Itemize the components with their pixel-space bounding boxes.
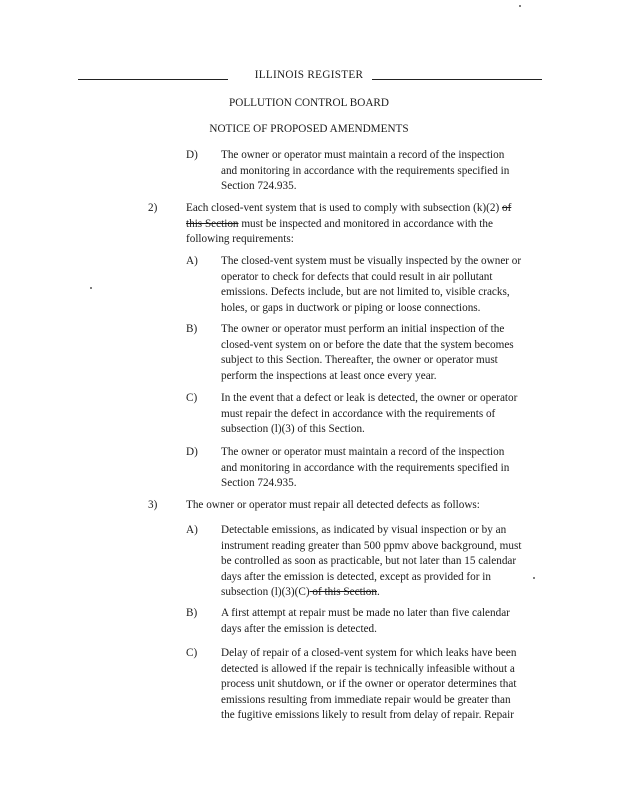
text-line: holes, or gaps in ductwork or piping or loose connections. xyxy=(221,301,481,314)
text-line: days after the emission is detected. xyxy=(221,622,377,635)
text-line: process unit shutdown, or if the owner or operator determines that xyxy=(221,678,517,691)
paragraph-3a xyxy=(221,523,521,601)
item-label: A) xyxy=(186,255,198,267)
text-line: The owner or operator must repair all detected defects as follows: xyxy=(186,499,480,511)
text-line xyxy=(186,217,511,233)
text-line: must repair the defect in accordance with the requirements of xyxy=(221,407,496,420)
header-rule-left xyxy=(78,79,228,80)
text-line: In the event that a defect or leak is detected, the owner or operator xyxy=(221,392,518,404)
text-line: and monitoring in accordance with the requirements specified in xyxy=(221,164,510,177)
text-line: Section 724.935. xyxy=(221,477,297,490)
text-line: A first attempt at repair must be made no later than five calendar xyxy=(221,607,510,619)
item-label: D) xyxy=(186,149,198,161)
text-line: emissions resulting from immediate repair would be greater than xyxy=(221,693,511,706)
text-line: closed-vent system on or before the date that the system becomes xyxy=(221,338,514,351)
paragraph-3c xyxy=(221,646,516,724)
scan-speck xyxy=(90,287,92,289)
text-line: The closed-vent system must be visually inspected by the owner or xyxy=(221,255,522,267)
paragraph-3 xyxy=(186,498,480,514)
board-title: POLLUTION CONTROL BOARD xyxy=(229,97,389,109)
paragraph-2d xyxy=(221,445,509,492)
text-line: detected is allowed if the repair is technically infeasible without a xyxy=(221,662,515,675)
item-label: B) xyxy=(186,323,198,335)
text-line: emissions. Defects include, but are not limited to, visible cracks, xyxy=(221,286,510,299)
text-line: perform the inspections at least once every year. xyxy=(221,369,437,382)
paragraph-2b xyxy=(221,322,514,384)
paragraph-3b xyxy=(221,606,510,637)
struck-text: this Section xyxy=(186,217,239,230)
register-title: ILLINOIS REGISTER xyxy=(254,69,364,81)
paragraph-2 xyxy=(186,201,511,248)
scan-speck xyxy=(533,577,535,579)
text-line: days after the emission is detected, except as provided for in xyxy=(221,570,491,583)
text-span: must be inspected and monitored in accordance with the xyxy=(238,217,493,230)
paragraph-d-top xyxy=(221,148,509,195)
scan-speck xyxy=(519,5,521,7)
item-label: A) xyxy=(186,524,198,536)
text-line: subject to this Section. Thereafter, the owner or operator must xyxy=(221,354,498,367)
item-label: D) xyxy=(186,446,198,458)
item-label: 3) xyxy=(148,499,158,511)
text-line: Detectable emissions, as indicated by visual inspection or by an xyxy=(221,524,507,536)
text-line: and monitoring in accordance with the requirements specified in xyxy=(221,461,510,474)
struck-text: of xyxy=(501,202,512,214)
text-line: The owner or operator must maintain a record of the inspection xyxy=(221,149,505,161)
struck-text: of this Section xyxy=(309,586,377,599)
item-label: B) xyxy=(186,607,198,619)
notice-title: NOTICE OF PROPOSED AMENDMENTS xyxy=(209,123,409,135)
item-label: 2) xyxy=(148,202,158,214)
item-label: C) xyxy=(186,647,198,659)
text-line: The owner or operator must maintain a record of the inspection xyxy=(221,446,505,458)
text-line: The owner or operator must perform an initial inspection of the xyxy=(221,323,505,335)
text-line: Section 724.935. xyxy=(221,180,297,193)
paragraph-2c xyxy=(221,391,517,438)
text-line xyxy=(221,585,521,601)
item-label: C) xyxy=(186,392,198,404)
text-span: subsection (l)(3)(C) xyxy=(221,586,310,599)
text-line: be controlled as soon as practicable, but not later than 15 calendar xyxy=(221,555,517,568)
text-span: . xyxy=(376,586,380,599)
text-span: Each closed-vent system that is used to comply with subsection (k)(2) xyxy=(186,202,502,214)
header-rule-right xyxy=(372,79,542,80)
text-line: operator to check for defects that could result in air pollutant xyxy=(221,270,493,283)
text-line: Delay of repair of a closed-vent system for which leaks have been xyxy=(221,647,517,659)
text-line: instrument reading greater than 500 ppmv above background, must xyxy=(221,539,522,552)
text-line: the fugitive emissions likely to result from delay of repair. Repair xyxy=(221,709,514,722)
paragraph-2a xyxy=(221,254,521,316)
text-line xyxy=(186,201,511,217)
text-line: subsection (l)(3) of this Section. xyxy=(221,423,365,436)
text-line: following requirements: xyxy=(186,233,294,246)
